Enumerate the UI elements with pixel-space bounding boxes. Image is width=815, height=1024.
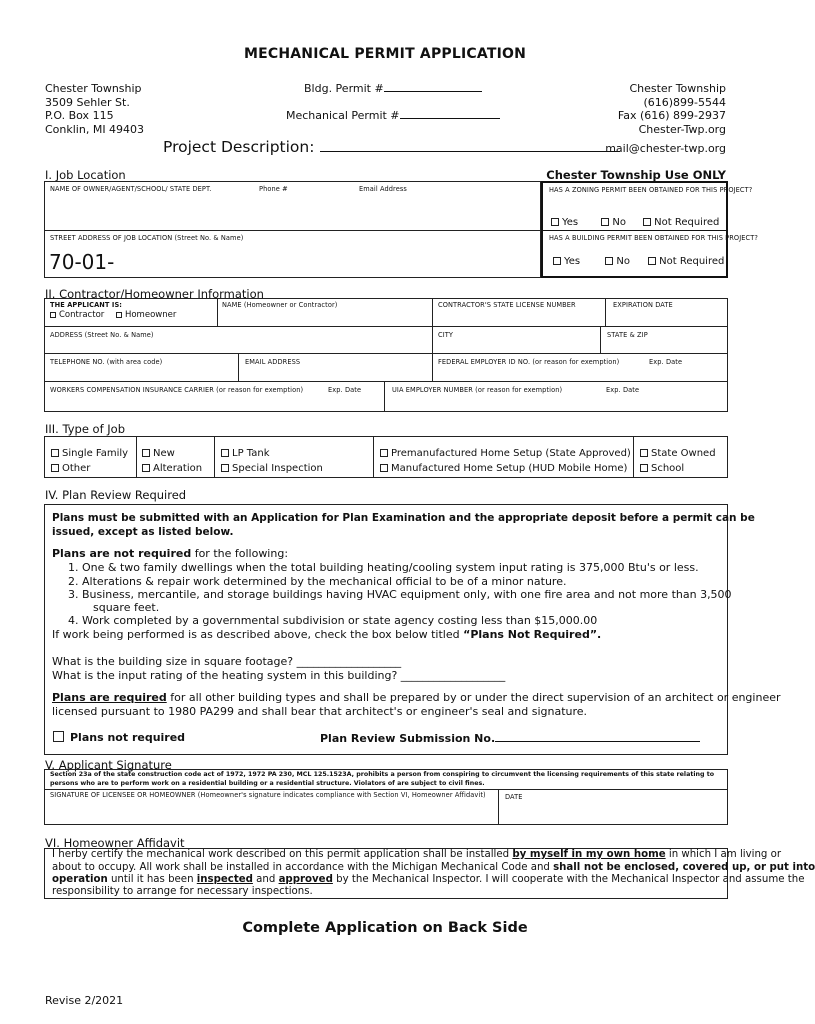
exemption-item: 4. Work completed by a governmental subdivision or state agency costing less than $15,000.00 [68, 614, 598, 627]
address-line: 3509 Sehler St. [45, 95, 130, 109]
job-type-other[interactable]: Other [51, 461, 90, 476]
office-use-heading: Chester Township Use ONLY [546, 168, 726, 182]
zoning-not-required-option[interactable]: Not Required [643, 217, 719, 228]
contractor-name-field[interactable] [217, 298, 433, 327]
fein-exp-label: Exp. Date [649, 358, 683, 366]
statute-box [44, 769, 728, 790]
owner-name-field[interactable] [44, 181, 541, 231]
back-side-note: Complete Application on Back Side [242, 920, 528, 936]
section-heading: I. Job Location [45, 168, 126, 182]
checkbox[interactable] [142, 449, 150, 457]
job-type-premanufactured[interactable]: Premanufactured Home Setup (State Approved) [380, 446, 631, 461]
address-line: P.O. Box 115 [45, 109, 114, 122]
zoning-yes-option[interactable]: Yes [551, 217, 578, 228]
signature-date-field[interactable] [498, 789, 728, 825]
phone-label: Phone # [259, 185, 288, 193]
bldg-permit-field[interactable] [304, 82, 482, 95]
city-field[interactable] [432, 326, 601, 354]
exemption-item: 2. Alterations & repair work determined by the mechanical official to be of a minor nature. [68, 575, 567, 588]
statute-text: persons who are to perform work on a residential building or a residential structure. Violators of are subject to civil fines. [50, 780, 485, 787]
job-type-manufactured[interactable]: Manufactured Home Setup (HUD Mobile Home) [380, 461, 627, 476]
affidavit-text: operation until it has been inspected and approved by the Mechanical Inspector. I will cooperate with the Mechanical Inspector and assume the [52, 874, 805, 885]
checkbox[interactable] [221, 449, 229, 457]
divider [543, 230, 726, 231]
job-type-single-family[interactable]: Single Family [51, 446, 128, 461]
job-type-state-owned[interactable]: State Owned [640, 446, 716, 461]
form-title: MECHANICAL PERMIT APPLICATION [243, 46, 526, 62]
street-address-field[interactable] [44, 230, 541, 278]
checkbox[interactable] [553, 257, 561, 265]
job-type-school[interactable]: School [640, 461, 684, 476]
telephone-label: TELEPHONE NO. (with area code) [50, 358, 163, 366]
signature-field[interactable] [44, 789, 499, 825]
checkbox[interactable] [380, 449, 388, 457]
contact-line: (616)899-5544 [643, 95, 726, 109]
section-heading: IV. Plan Review Required [45, 488, 187, 502]
job-type-new[interactable]: New [142, 446, 175, 461]
city-label: CITY [438, 331, 454, 339]
checkbox[interactable] [116, 312, 122, 318]
section-heading: II. Contractor/Homeowner Information [45, 287, 264, 301]
street-label: STREET ADDRESS OF JOB LOCATION (Street No. & Name) [50, 234, 244, 242]
checkbox[interactable] [380, 464, 388, 472]
plans-not-required-checkbox[interactable]: Plans not required [53, 731, 185, 744]
checkbox[interactable] [53, 731, 64, 742]
building-question: HAS A BUILDING PERMIT BEEN OBTAINED FOR THIS PROJECT? [549, 234, 758, 242]
contractor-address-field[interactable] [44, 326, 433, 354]
zoning-question: HAS A ZONING PERMIT BEEN OBTAINED FOR THIS PROJECT? [549, 186, 753, 194]
exemption-item: 3. Business, mercantile, and storage buildings having HVAC equipment only, with one fire area and not more than 3,500 [68, 588, 732, 601]
office-use-box [541, 181, 758, 278]
mech-permit-label: Mechanical Permit # [286, 109, 400, 122]
signature-label: SIGNATURE OF LICENSEE OR HOMEOWNER (Homeowner's signature indicates compliance with Section VI, Homeowner Affidavit) [50, 791, 486, 799]
address-line: Chester Township [45, 82, 142, 95]
contractor-email-field[interactable] [238, 353, 433, 382]
plans-not-required-text: Plans are not required for the following: [52, 547, 289, 560]
uia-label: UIA EMPLOYER NUMBER (or reason for exemption) [392, 386, 563, 394]
building-size-question[interactable]: What is the building size in square footage? ___________________ [52, 655, 402, 668]
uia-exp-label: Exp. Date [606, 386, 640, 394]
license-label: CONTRACTOR'S STATE LICENSE NUMBER [438, 301, 576, 309]
address-label: ADDRESS (Street No. & Name) [50, 331, 154, 339]
contractor-option[interactable]: Contractor [50, 310, 104, 320]
parcel-prefix: 70-01- [49, 250, 115, 274]
job-type-alteration[interactable]: Alteration [142, 461, 202, 476]
applicant-is-label: THE APPLICANT IS: [50, 301, 123, 309]
exemption-item: 1. One & two family dwellings when the total building heating/cooling system input rating is 375,000 Btu's or less. [68, 561, 699, 574]
statute-text: Section 23a of the state construction code act of 1972, 1972 PA 230, MCL 125.1523A, prohibits a person from conspiring to circumvent the licensing requirements of this state relating to [50, 771, 715, 778]
job-type-lp-tank[interactable]: LP Tank [221, 446, 270, 461]
state-zip-field[interactable] [600, 326, 728, 354]
input-rating-question[interactable]: What is the input rating of the heating system in this building? ___________________ [52, 669, 506, 682]
name-label: NAME (Homeowner or Contractor) [222, 301, 338, 309]
checkbox[interactable] [640, 464, 648, 472]
plan-submission-field[interactable]: Plan Review Submission No. [320, 732, 700, 745]
applicant-type-field [44, 298, 218, 327]
uia-field[interactable] [384, 381, 728, 412]
building-yes-option[interactable]: Yes [553, 256, 580, 267]
check-note: If work being performed is as described above, check the box below titled “Plans Not Required”. [52, 628, 602, 641]
bldg-permit-label: Bldg. Permit # [304, 82, 384, 95]
workers-comp-exp-label: Exp. Date [328, 386, 362, 394]
plans-required-text: licensed pursuant to 1980 PA299 and shall bear that architect's or engineer's seal and signature. [52, 705, 588, 718]
section-heading: III. Type of Job [45, 422, 126, 436]
affidavit-text: about to occupy. All work shall be installed in accordance with the Michigan Mechanical Code and shall not be enclosed, covered up, or put into [52, 862, 815, 873]
building-not-required-option[interactable]: Not Required [648, 256, 724, 267]
township-contact [618, 82, 726, 136]
building-no-option[interactable]: No [605, 256, 630, 267]
zoning-no-option[interactable]: No [601, 217, 626, 228]
exemption-item: square feet. [93, 601, 160, 614]
checkbox[interactable] [51, 449, 59, 457]
date-label: DATE [505, 793, 523, 801]
section-heading: VI. Homeowner Affidavit [45, 836, 185, 850]
license-field[interactable] [432, 298, 606, 327]
contact-line: Chester-Twp.org [638, 122, 726, 136]
project-description-label: Project Description: [163, 138, 315, 156]
expiration-field[interactable] [605, 298, 728, 327]
address-line: Conklin, MI 49403 [45, 122, 145, 136]
checkbox[interactable] [142, 464, 150, 472]
job-type-special-inspection[interactable]: Special Inspection [221, 461, 323, 476]
checkbox[interactable] [51, 464, 59, 472]
checkbox[interactable] [648, 257, 656, 265]
checkbox[interactable] [643, 218, 651, 226]
homeowner-option[interactable]: Homeowner [116, 310, 176, 320]
section-heading: V. Applicant Signature [45, 758, 172, 772]
fein-label: FEDERAL EMPLOYER ID NO. (or reason for exemption) [438, 358, 620, 366]
affidavit-text: I herby certify the mechanical work described on this permit application shall be installed by myself in my own home in which I am living or [52, 849, 782, 860]
plans-required-text: Plans are required for all other building types and shall be prepared by or under the direct supervision of an architect or engineer [52, 691, 781, 704]
checkbox[interactable] [605, 257, 613, 265]
applicant-options [50, 310, 176, 320]
building-options [553, 256, 724, 267]
checkbox[interactable] [601, 218, 609, 226]
project-description-field[interactable] [163, 138, 620, 156]
telephone-field[interactable] [44, 353, 239, 382]
contact-line: Fax (616) 899-2937 [617, 109, 726, 122]
checkbox[interactable] [640, 449, 648, 457]
fein-field[interactable] [432, 353, 728, 382]
state-zip-label: STATE & ZIP [607, 331, 648, 339]
checkbox[interactable] [221, 464, 229, 472]
zoning-options [551, 217, 719, 228]
owner-label: NAME OF OWNER/AGENT/SCHOOL/ STATE DEPT. [50, 185, 212, 193]
contact-line: Chester Township [629, 82, 726, 95]
checkbox[interactable] [50, 312, 56, 318]
township-address [45, 82, 144, 136]
plan-intro: issued, except as listed below. [52, 526, 234, 538]
workers-comp-field[interactable] [44, 381, 385, 412]
email-label: Email Address [359, 185, 407, 193]
checkbox[interactable] [551, 218, 559, 226]
affidavit-text: responsibility to arrange for necessary inspections. [52, 886, 313, 897]
township-email: mail@chester-twp.org [605, 142, 726, 155]
plan-intro: Plans must be submitted with an Application for Plan Examination and the appropriate deposit before a permit can be [52, 512, 755, 524]
contractor-email-label: EMAIL ADDRESS [245, 358, 301, 366]
mech-permit-field[interactable] [286, 109, 500, 122]
revision-label: Revise 2/2021 [45, 994, 124, 1007]
workers-comp-label: WORKERS COMPENSATION INSURANCE CARRIER (or reason for exemption) [50, 386, 304, 394]
expiration-label: EXPIRATION DATE [613, 301, 673, 309]
